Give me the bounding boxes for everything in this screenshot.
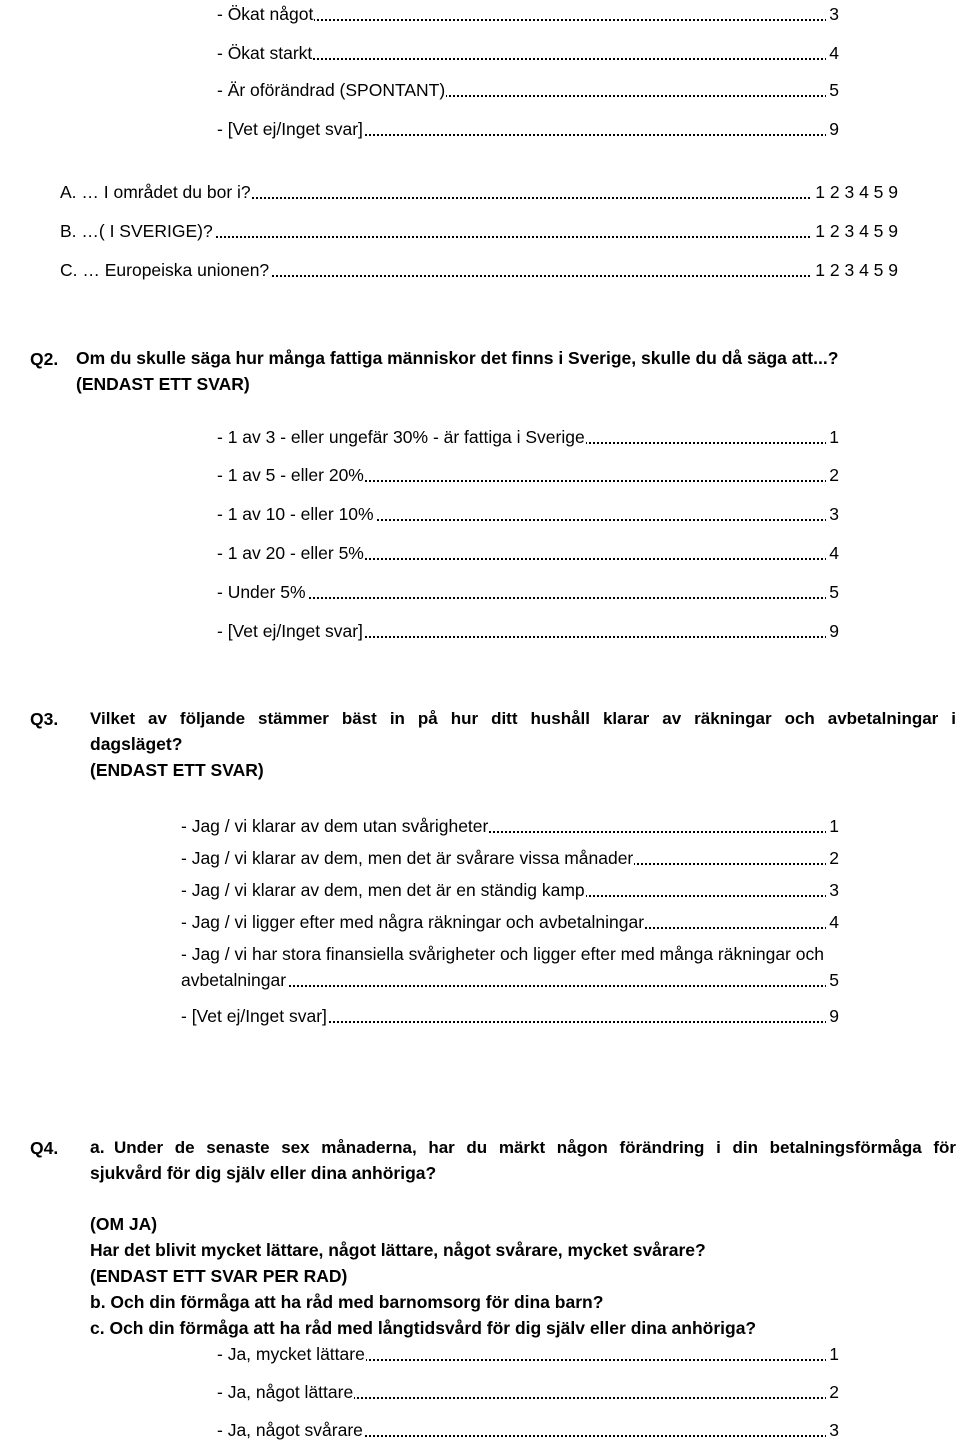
option-row bbox=[181, 814, 839, 838]
question-number: Q4. bbox=[30, 1138, 59, 1158]
scale-row bbox=[60, 219, 898, 243]
option-row bbox=[217, 580, 839, 604]
option-code: 3 bbox=[826, 2, 839, 26]
option-code: 5 bbox=[826, 968, 839, 992]
question-instruction: (ENDAST ETT SVAR) bbox=[90, 760, 264, 780]
option-code: 1 bbox=[826, 425, 839, 449]
option-code: 1 bbox=[826, 814, 839, 838]
option-label: - Jag / vi klarar av dem utan svårigheter bbox=[181, 816, 489, 836]
option-row bbox=[217, 425, 839, 449]
option-row bbox=[217, 1380, 839, 1404]
option-label: - [Vet ej/Inget svar] bbox=[181, 1006, 327, 1026]
option-label-multiline: - Jag / vi har stora finansiella svårigheter och ligger efter med många räkningar och bbox=[181, 944, 824, 964]
option-code: 9 bbox=[826, 117, 839, 141]
option-label: - Jag / vi ligger efter med några räkningar och avbetalningar bbox=[181, 912, 645, 932]
option-label: - 1 av 10 - eller 10% bbox=[217, 504, 374, 524]
scale-row-codes: 1 2 3 4 5 9 bbox=[812, 219, 898, 243]
option-label: - [Vet ej/Inget svar] bbox=[217, 621, 363, 641]
option-code: 3 bbox=[826, 1418, 839, 1442]
scale-row-label: C. … Europeiska unionen? bbox=[60, 260, 270, 280]
conditional-label: (OM JA) bbox=[90, 1214, 158, 1234]
option-label: - 1 av 3 - eller ungefär 30% - är fattiga i Sverige bbox=[217, 427, 585, 447]
question-number: Q3. bbox=[30, 709, 59, 729]
option-code: 2 bbox=[826, 1380, 839, 1404]
option-label: - Ja, mycket lättare bbox=[217, 1344, 365, 1364]
sub-question-letter: a. bbox=[90, 1137, 105, 1157]
option-code: 2 bbox=[826, 463, 839, 487]
sub-question-c: c. Och din förmåga att ha råd med långtidsvård för dig själv eller dina anhöriga? bbox=[90, 1318, 757, 1338]
option-row bbox=[217, 502, 839, 526]
option-row bbox=[181, 1004, 839, 1028]
option-label: - Ja, något svårare bbox=[217, 1420, 363, 1440]
question-instruction: (ENDAST ETT SVAR) bbox=[76, 374, 250, 394]
option-row bbox=[217, 41, 839, 65]
question-text-line1: Under de senaste sex månaderna, har du märkt någon förändring i din betalningsförmåga för bbox=[114, 1138, 956, 1157]
scale-row bbox=[60, 258, 898, 282]
question-number: Q2. bbox=[30, 349, 59, 369]
option-row bbox=[217, 541, 839, 565]
option-code: 5 bbox=[826, 78, 839, 102]
question-instruction: (ENDAST ETT SVAR PER RAD) bbox=[90, 1266, 348, 1286]
option-row bbox=[217, 117, 839, 141]
option-label: - Under 5% bbox=[217, 582, 306, 602]
option-code: 4 bbox=[826, 910, 839, 934]
option-label: avbetalningar bbox=[181, 970, 287, 990]
option-label: - Ökat något bbox=[217, 4, 314, 24]
option-code: 9 bbox=[826, 619, 839, 643]
option-row bbox=[181, 878, 839, 902]
option-code: 3 bbox=[826, 502, 839, 526]
scale-row-label: B. …( I SVERIGE)? bbox=[60, 221, 213, 241]
option-row bbox=[217, 463, 839, 487]
scale-row-label: A. … I området du bor i? bbox=[60, 182, 251, 202]
option-code: 9 bbox=[826, 1004, 839, 1028]
option-label: - Jag / vi klarar av dem, men det är svårare vissa månader bbox=[181, 848, 634, 868]
option-label: - 1 av 20 - eller 5% bbox=[217, 543, 364, 563]
option-code: 4 bbox=[826, 541, 839, 565]
option-label: - 1 av 5 - eller 20% bbox=[217, 465, 364, 485]
option-label: - Ja, något lättare bbox=[217, 1382, 354, 1402]
question-text: Om du skulle säga hur många fattiga människor det finns i Sverige, skulle du då säga att...? bbox=[76, 348, 839, 368]
question-text-line2: dagsläget? bbox=[90, 734, 183, 754]
question-text-line2: sjukvård för dig själv eller dina anhöriga? bbox=[90, 1163, 437, 1183]
question-text-line1: Vilket av följande stämmer bäst in på hur ditt hushåll klarar av räkningar och avbetalningar i bbox=[90, 709, 956, 728]
option-row bbox=[217, 1342, 839, 1366]
option-label: - Ökat starkt bbox=[217, 43, 313, 63]
option-code: 4 bbox=[826, 41, 839, 65]
option-row bbox=[181, 968, 839, 992]
scale-row bbox=[60, 180, 898, 204]
scale-row-codes: 1 2 3 4 5 9 bbox=[812, 180, 898, 204]
option-row bbox=[217, 1418, 839, 1442]
option-code: 3 bbox=[826, 878, 839, 902]
option-row bbox=[217, 2, 839, 26]
option-row bbox=[217, 78, 839, 102]
option-label: - Jag / vi klarar av dem, men det är en ständig kamp bbox=[181, 880, 585, 900]
sub-question-b: b. Och din förmåga att ha råd med barnomsorg för dina barn? bbox=[90, 1292, 604, 1312]
option-code: 1 bbox=[826, 1342, 839, 1366]
option-row bbox=[181, 846, 839, 870]
scale-row-codes: 1 2 3 4 5 9 bbox=[812, 258, 898, 282]
option-label: - [Vet ej/Inget svar] bbox=[217, 119, 363, 139]
option-code: 5 bbox=[826, 580, 839, 604]
option-code: 2 bbox=[826, 846, 839, 870]
followup-question: Har det blivit mycket lättare, något lättare, något svårare, mycket svårare? bbox=[90, 1240, 706, 1260]
option-row bbox=[217, 619, 839, 643]
option-row bbox=[181, 910, 839, 934]
option-label: - Är oförändrad (SPONTANT) bbox=[217, 80, 446, 100]
